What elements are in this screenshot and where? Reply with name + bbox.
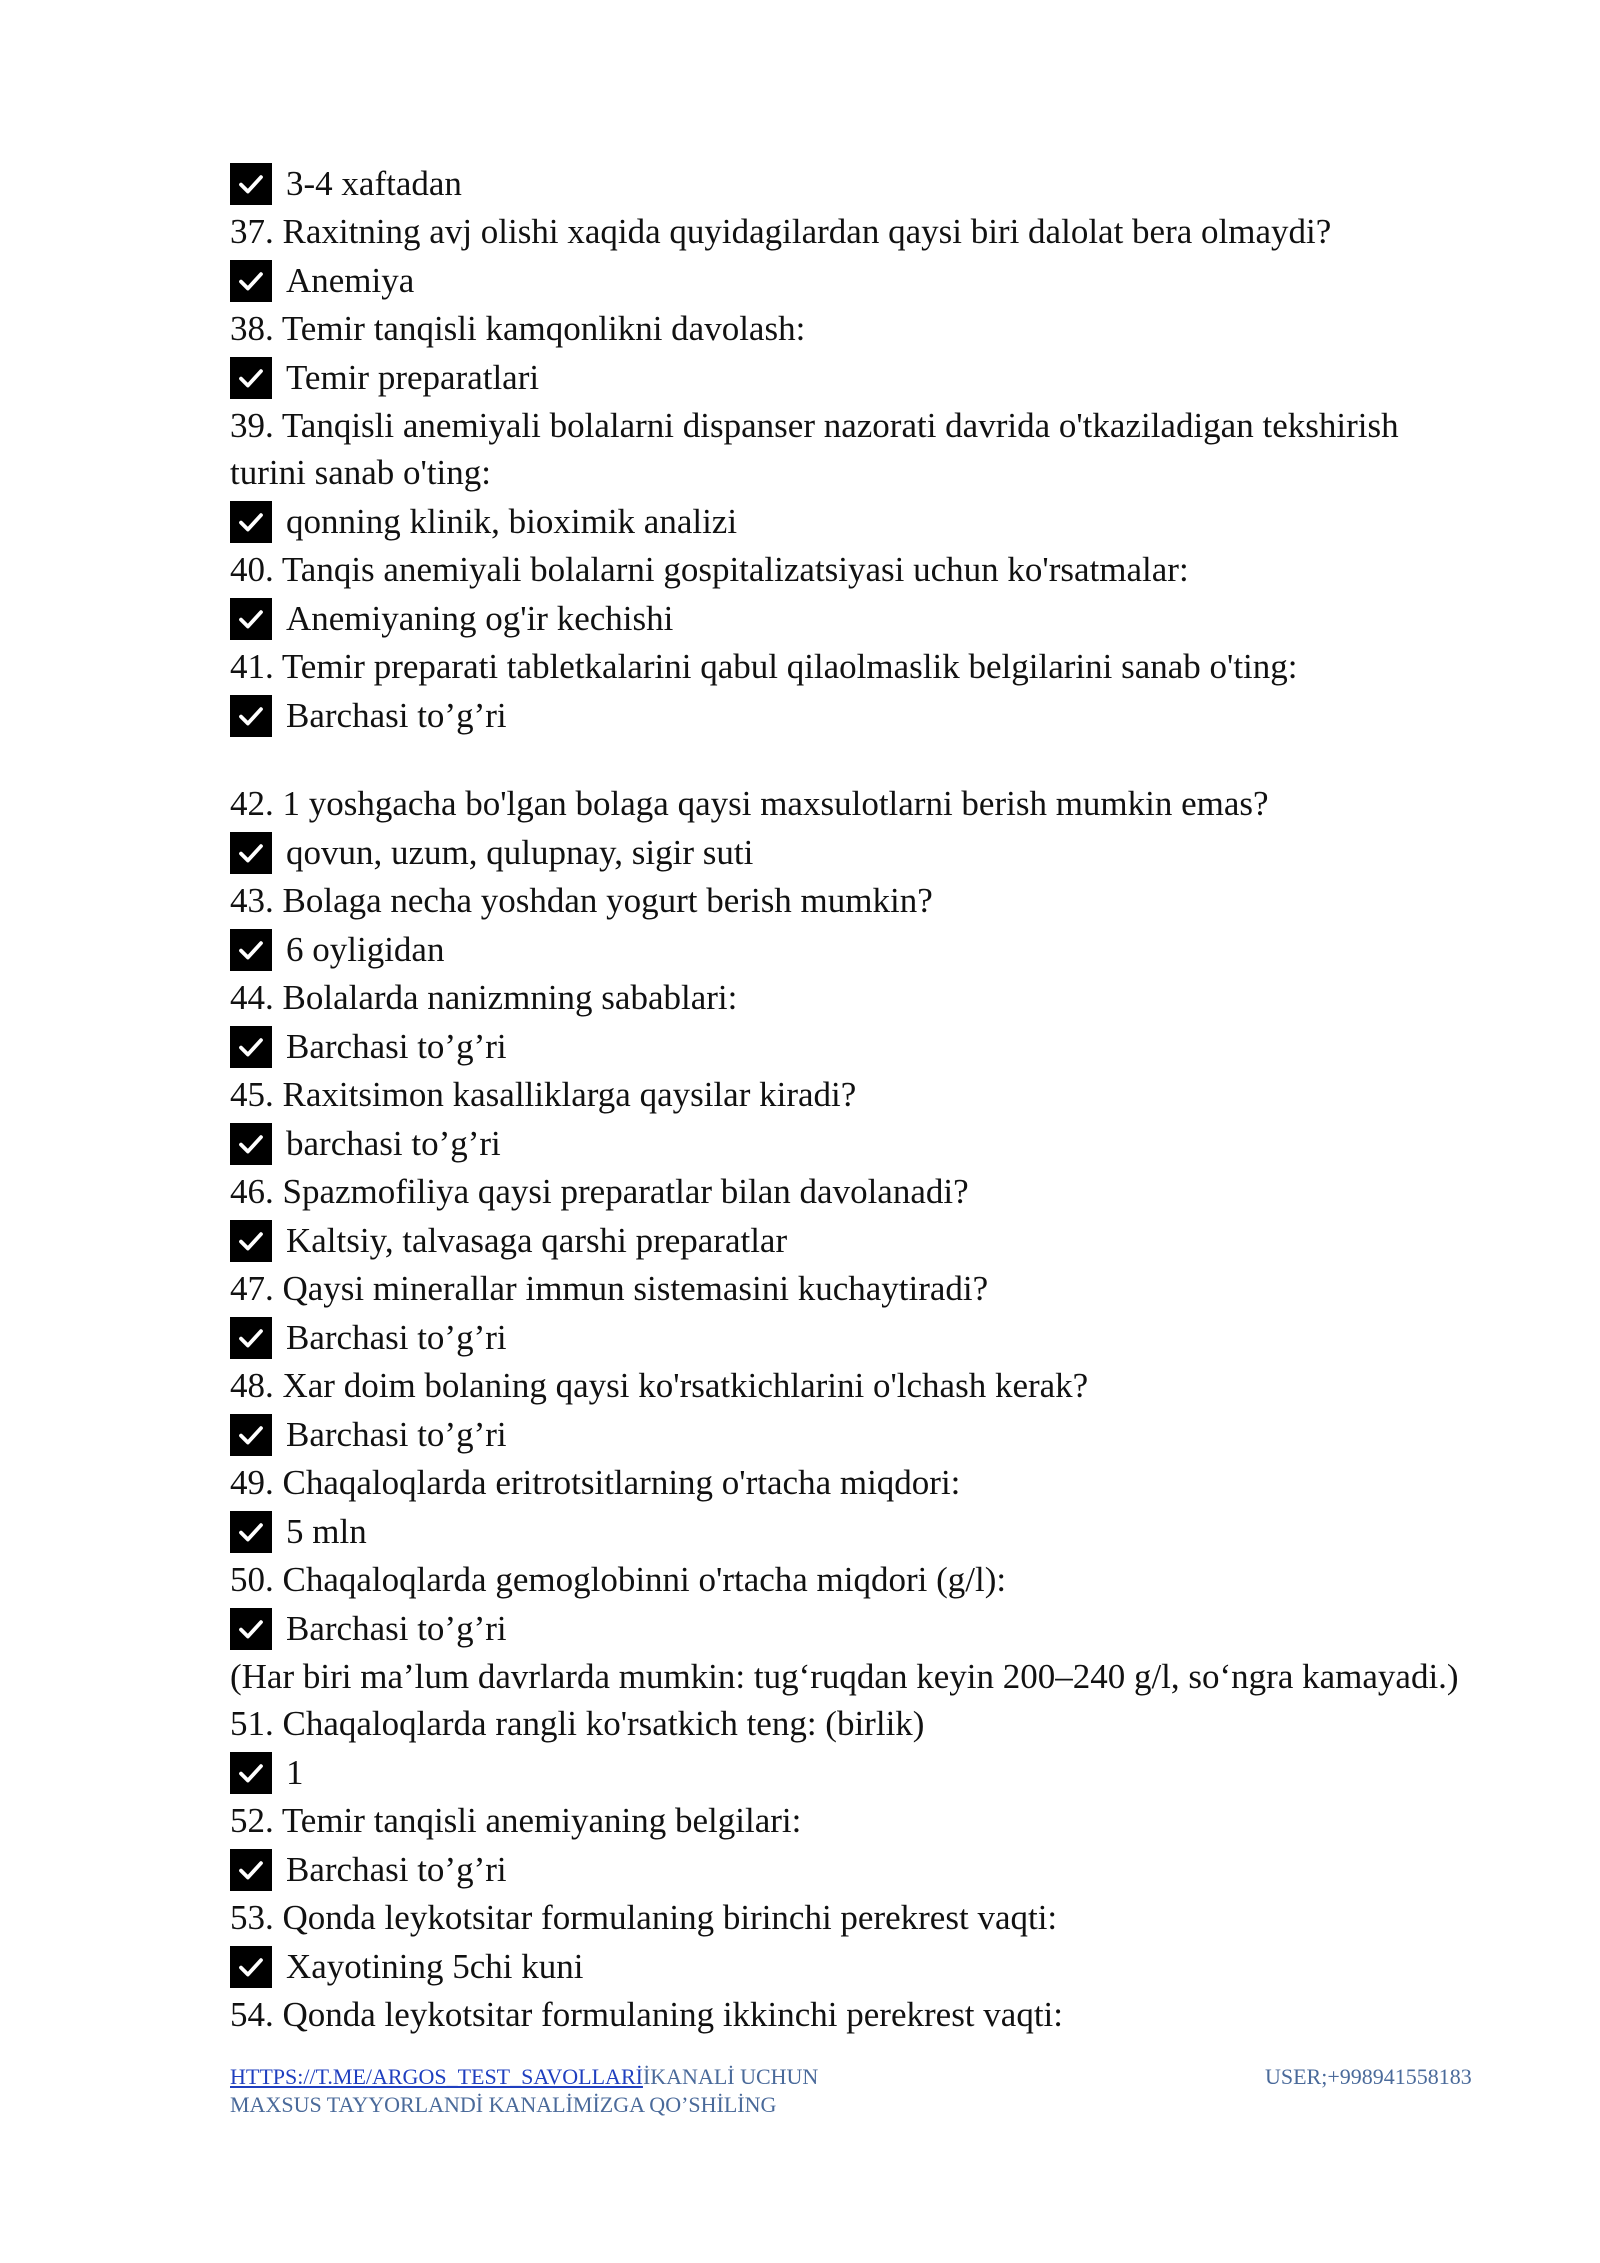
- answer-line: [230, 1411, 1480, 1458]
- answer-text: Anemiya: [286, 260, 415, 300]
- answer-line: [230, 1846, 1480, 1893]
- answer-line: [230, 1943, 1480, 1990]
- checkbox-checked-icon: [230, 1849, 272, 1891]
- answer-text: Temir preparatlari: [286, 357, 540, 397]
- checkbox-checked-icon: [230, 1608, 272, 1650]
- footer-channel-text: [230, 2063, 830, 2119]
- question-text: 43. Bolaga necha yoshdan yogurt berish mumkin?: [230, 881, 933, 920]
- answer-line: [230, 1023, 1480, 1070]
- checkbox-checked-icon: [230, 1317, 272, 1359]
- checkbox-checked-icon: [230, 598, 272, 640]
- section-spacer: [230, 740, 1480, 780]
- question-text: 52. Temir tanqisli anemiyaning belgilari:: [230, 1801, 802, 1840]
- checkbox-checked-icon: [230, 357, 272, 399]
- footer-user-contact: USER;+998941558183: [1265, 2064, 1472, 2089]
- answer-text: Barchasi to’g’ri: [286, 695, 507, 735]
- checkbox-checked-icon: [230, 1511, 272, 1553]
- answer-text: Barchasi to’g’ri: [286, 1849, 507, 1889]
- question-text: 48. Xar doim bolaning qaysi ko'rsatkichlarini o'lchash kerak?: [230, 1366, 1089, 1405]
- answer-line: [230, 1120, 1480, 1167]
- checkbox-checked-icon: [230, 260, 272, 302]
- question-text: 50. Chaqaloqlarda gemoglobinni o'rtacha miqdori (g/l):: [230, 1560, 1007, 1599]
- answer-line: [230, 1605, 1480, 1652]
- question-text: 54. Qonda leykotsitar formulaning ikkinchi perekrest vaqti:: [230, 1995, 1063, 2034]
- note-text: (Har biri ma’lum davrlarda mumkin: tug‘ruqdan keyin 200–240 g/l, so‘ngra kamayadi.): [230, 1657, 1459, 1696]
- answer-line: [230, 1217, 1480, 1264]
- answer-text: Kaltsiy, talvasaga qarshi preparatlar: [286, 1220, 788, 1260]
- answer-text: 1: [286, 1752, 304, 1792]
- answer-text: 5 mln: [286, 1511, 367, 1551]
- footer-channel-link[interactable]: HTTPS://T.ME/ARGOS_TEST_SAVOLLARİ: [230, 2064, 643, 2089]
- answer-text: Barchasi to’g’ri: [286, 1608, 507, 1648]
- question-text: 46. Spazmofiliya qaysi preparatlar bilan davolanadi?: [230, 1172, 969, 1211]
- answer-text: Barchasi to’g’ri: [286, 1317, 507, 1357]
- document-body: [230, 158, 1480, 2038]
- question-text: 40. Tanqis anemiyali bolalarni gospitalizatsiyasi uchun ko'rsatmalar:: [230, 550, 1189, 589]
- answer-line: [230, 1314, 1480, 1361]
- question-text: 47. Qaysi minerallar immun sistemasini kuchaytiradi?: [230, 1269, 989, 1308]
- question-text: 53. Qonda leykotsitar formulaning birinchi perekrest vaqti:: [230, 1898, 1058, 1937]
- answer-line: [230, 1749, 1480, 1796]
- answer-line: [230, 160, 1480, 207]
- answer-text: barchasi to’g’ri: [286, 1123, 501, 1163]
- answer-text: Barchasi to’g’ri: [286, 1414, 507, 1454]
- question-text: 39. Tanqisli anemiyali bolalarni dispanser nazorati davrida o'tkaziladigan tekshirish turini sanab o'ting:: [230, 406, 1399, 492]
- answer-line: [230, 829, 1480, 876]
- answer-text: 3-4 xaftadan: [286, 163, 462, 203]
- question-text: 51. Chaqaloqlarda rangli ko'rsatkich teng: (birlik): [230, 1704, 925, 1743]
- checkbox-checked-icon: [230, 1752, 272, 1794]
- checkbox-checked-icon: [230, 695, 272, 737]
- answer-line: [230, 498, 1480, 545]
- answer-text: qovun, uzum, qulupnay, sigir suti: [286, 832, 754, 872]
- checkbox-checked-icon: [230, 501, 272, 543]
- answer-text: Barchasi to’g’ri: [286, 1026, 507, 1066]
- footer-channel-caption: İKANALİ UCHUN MAXSUS TAYYORLANDİ KANALİMİZGA QO’SHİLİNG: [230, 2064, 819, 2117]
- question-text: 41. Temir preparati tabletkalarini qabul qilaolmaslik belgilarini sanab o'ting:: [230, 647, 1298, 686]
- checkbox-checked-icon: [230, 929, 272, 971]
- checkbox-checked-icon: [230, 1220, 272, 1262]
- checkbox-checked-icon: [230, 163, 272, 205]
- answer-line: [230, 926, 1480, 973]
- checkbox-checked-icon: [230, 1414, 272, 1456]
- answer-text: 6 oyligidan: [286, 929, 445, 969]
- checkbox-checked-icon: [230, 1123, 272, 1165]
- checkbox-checked-icon: [230, 1026, 272, 1068]
- question-text: 44. Bolalarda nanizmning sabablari:: [230, 978, 738, 1017]
- question-text: 37. Raxitning avj olishi xaqida quyidagilardan qaysi biri dalolat bera olmaydi?: [230, 212, 1332, 251]
- answer-line: [230, 257, 1480, 304]
- question-text: 45. Raxitsimon kasalliklarga qaysilar kiradi?: [230, 1075, 857, 1114]
- question-text: 38. Temir tanqisli kamqonlikni davolash:: [230, 309, 806, 348]
- checkbox-checked-icon: [230, 1946, 272, 1988]
- answer-text: qonning klinik, bioximik analizi: [286, 501, 738, 541]
- answer-line: [230, 692, 1480, 739]
- question-text: 49. Chaqaloqlarda eritrotsitlarning o'rtacha miqdori:: [230, 1463, 961, 1502]
- answer-text: Xayotining 5chi kuni: [286, 1946, 584, 1986]
- checkbox-checked-icon: [230, 832, 272, 874]
- question-text: 42. 1 yoshgacha bo'lgan bolaga qaysi maxsulotlarni berish mumkin emas?: [230, 784, 1269, 823]
- answer-line: [230, 595, 1480, 642]
- answer-line: [230, 354, 1480, 401]
- answer-text: Anemiyaning og'ir kechishi: [286, 598, 674, 638]
- answer-line: [230, 1508, 1480, 1555]
